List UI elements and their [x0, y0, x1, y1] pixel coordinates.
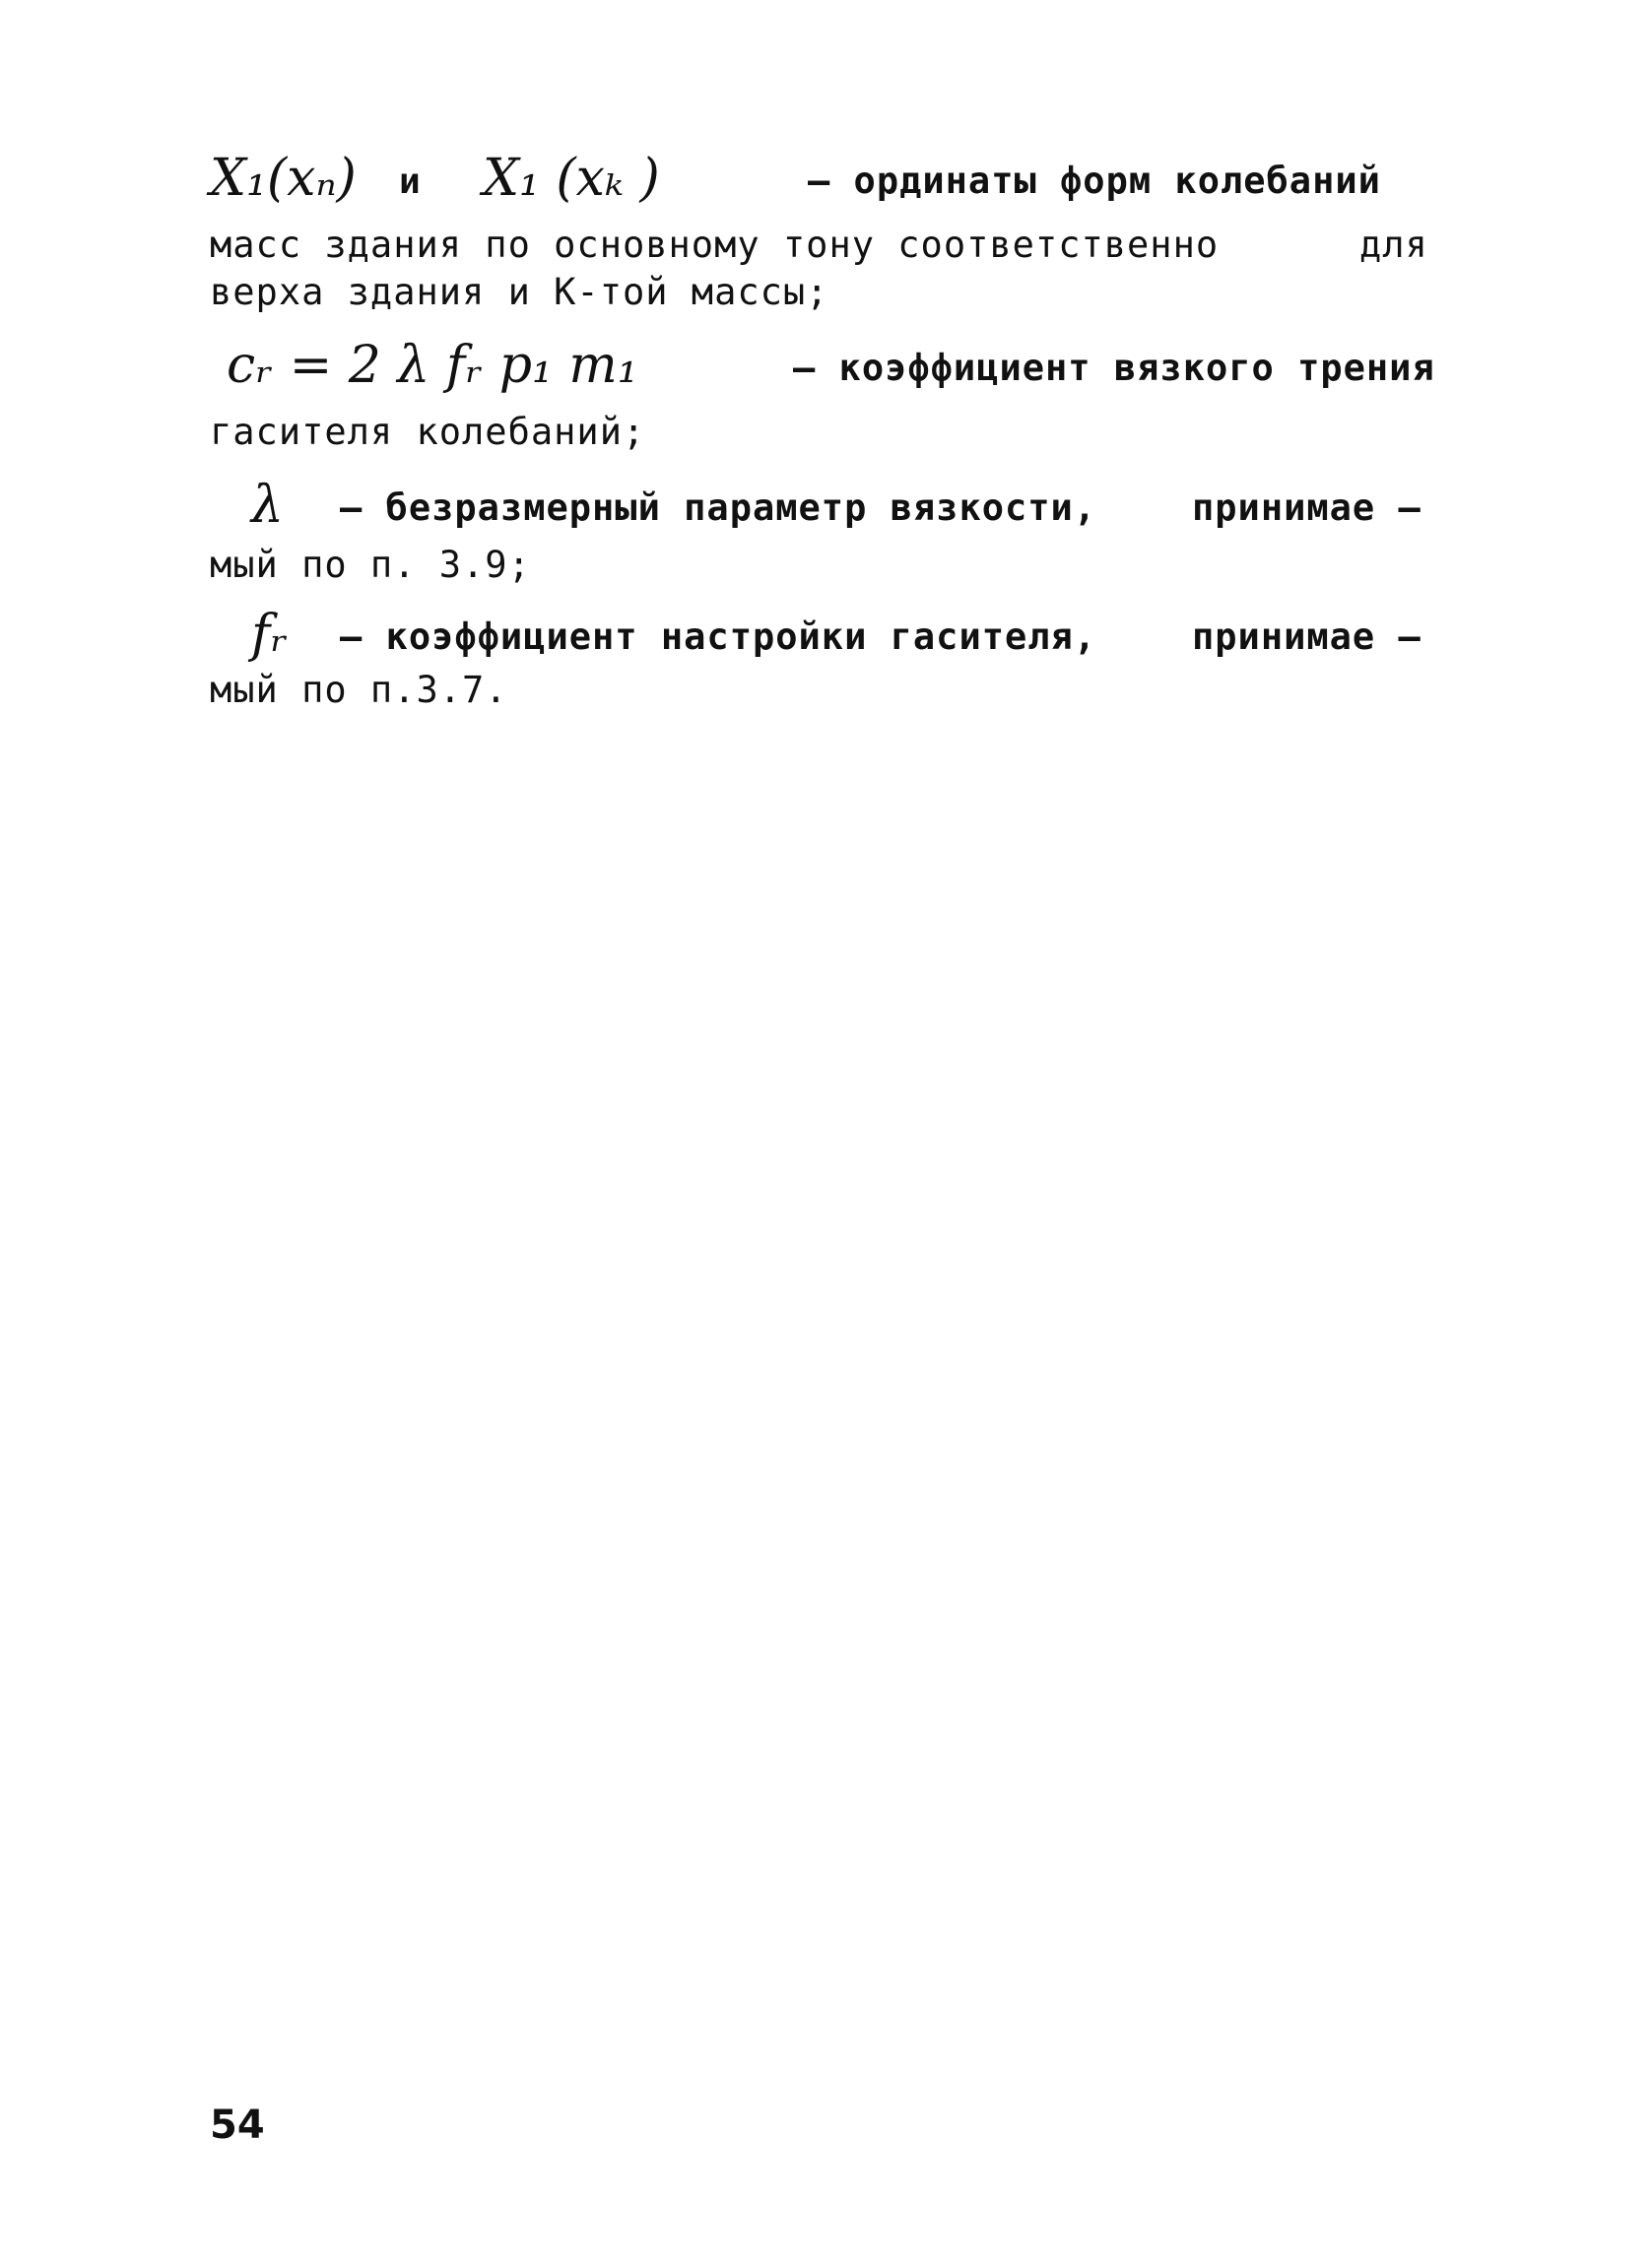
text-line: мый по п. 3.9;	[210, 544, 531, 586]
formula-lambda: λ	[251, 476, 284, 535]
text-line: масс здания по основному тону соответственно	[210, 224, 1220, 266]
text-line: для	[1359, 224, 1428, 266]
text-line: гасителя колебаний;	[210, 411, 646, 453]
formula-tuning-coefficient: fᵣ	[251, 605, 289, 664]
definition-tuning-coefficient: – коэффициент настройки гасителя,	[340, 616, 1097, 658]
conjunction-and: и	[399, 162, 421, 202]
text-line: принимае –	[1192, 486, 1421, 529]
text-line: мый по п.3.7.	[210, 669, 508, 711]
text-line: принимае –	[1192, 616, 1421, 658]
text-line: верха здания и К-той массы;	[210, 271, 829, 313]
definition-viscosity-parameter: – безразмерный параметр вязкости,	[340, 486, 1097, 529]
page-number: 54	[210, 2103, 265, 2148]
definition-viscous-friction: – коэффициент вязкого трения	[793, 347, 1435, 389]
formula-x1-xn: X₁(xₙ)	[210, 149, 357, 208]
formula-x1-xk: X₁ (xₖ )	[483, 149, 660, 208]
formula-viscous-friction: cᵣ = 2 λ fᵣ p₁ m₁	[227, 336, 638, 395]
definition-mode-shape-ordinates: – ординаты форм колебаний	[808, 160, 1381, 202]
